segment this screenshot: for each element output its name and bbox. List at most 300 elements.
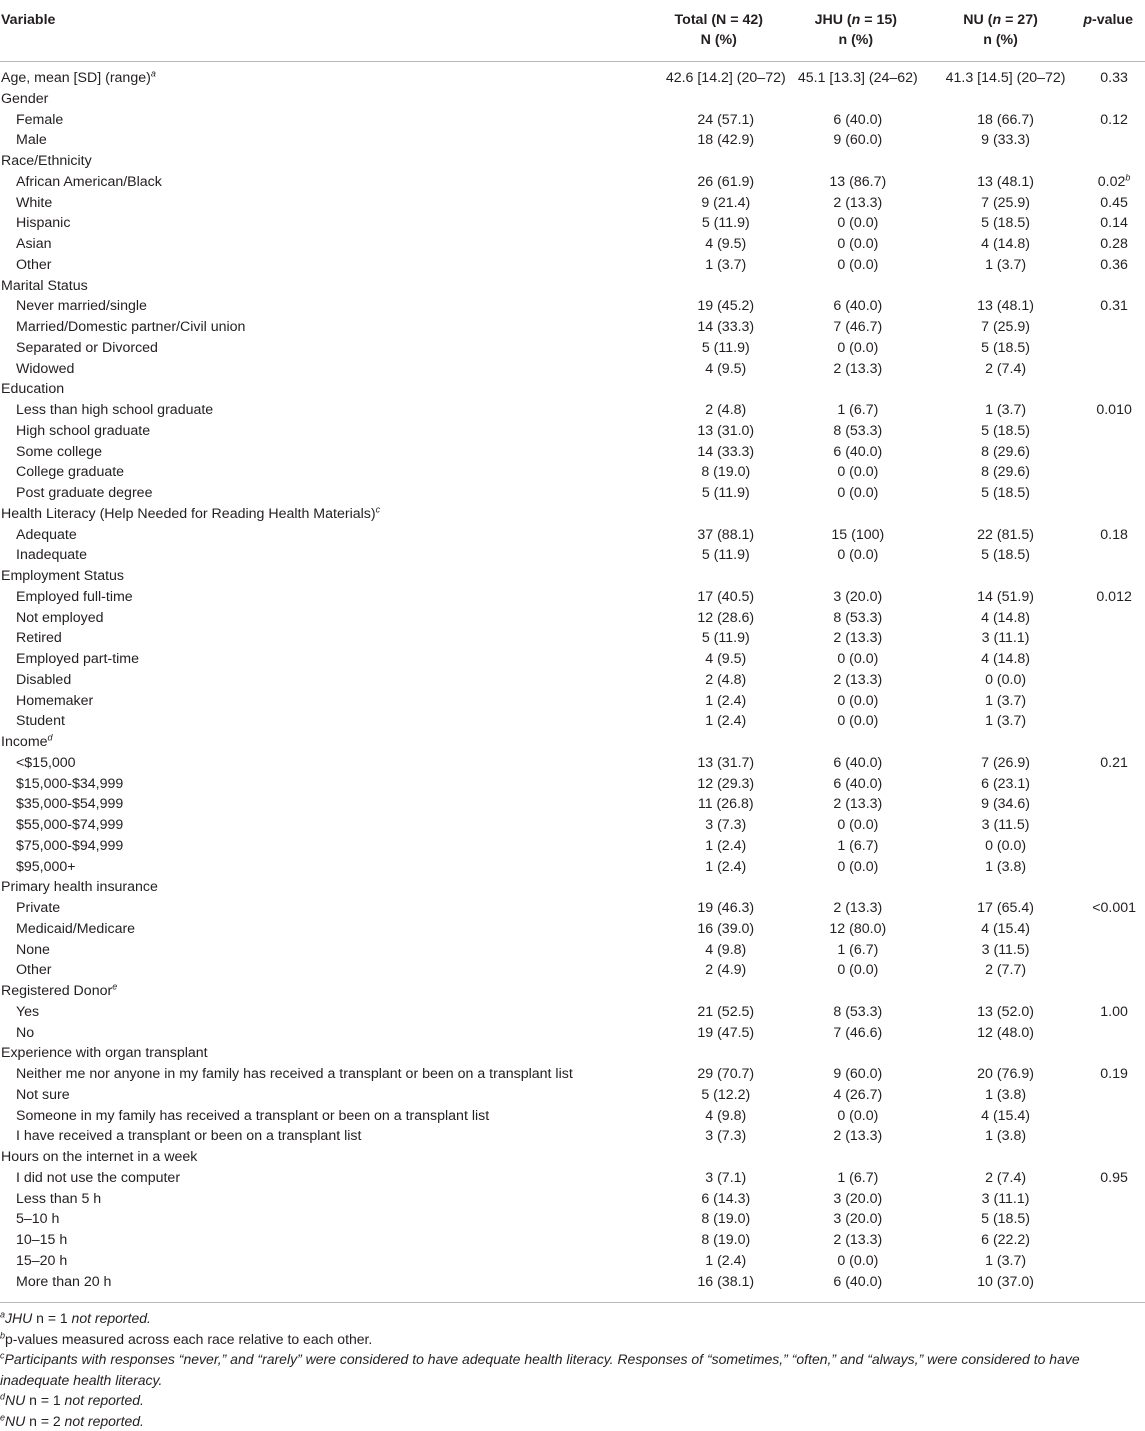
table-section-row bbox=[0, 877, 1145, 898]
cell-jhu: 13 (86.7) bbox=[786, 172, 926, 193]
row-label: $15,000-$34,999 bbox=[0, 774, 594, 795]
table-row bbox=[0, 608, 1145, 629]
cell-pvalue bbox=[1075, 794, 1145, 815]
cell-total: 26 (61.9) bbox=[594, 172, 786, 193]
table-section-row bbox=[0, 732, 1145, 753]
cell-nu: 13 (52.0) bbox=[926, 1002, 1075, 1023]
row-label: High school graduate bbox=[0, 421, 594, 442]
cell-pvalue: 0.18 bbox=[1075, 525, 1145, 546]
table-section-row bbox=[0, 981, 1145, 1002]
cell-nu: 41.3 [14.5] (20–72) bbox=[926, 62, 1075, 89]
cell-jhu: 0 (0.0) bbox=[786, 338, 926, 359]
row-label: $35,000-$54,999 bbox=[0, 794, 594, 815]
row-label: None bbox=[0, 940, 594, 961]
row-label: Less than high school graduate bbox=[0, 400, 594, 421]
cell-total: 11 (26.8) bbox=[594, 794, 786, 815]
cell-total bbox=[594, 877, 786, 898]
table-section-row bbox=[0, 151, 1145, 172]
cell-jhu: 9 (60.0) bbox=[786, 1064, 926, 1085]
row-label: Some college bbox=[0, 442, 594, 463]
cell-pvalue bbox=[1075, 1189, 1145, 1210]
cell-nu: 5 (18.5) bbox=[926, 545, 1075, 566]
table-row bbox=[0, 525, 1145, 546]
cell-pvalue bbox=[1075, 1251, 1145, 1272]
table-row bbox=[0, 1126, 1145, 1147]
row-label: Inadequate bbox=[0, 545, 594, 566]
row-label: Adequate bbox=[0, 525, 594, 546]
cell-jhu: 0 (0.0) bbox=[786, 234, 926, 255]
table-section-row bbox=[0, 1043, 1145, 1064]
cell-total: 9 (21.4) bbox=[594, 193, 786, 214]
cell-nu: 1 (3.7) bbox=[926, 400, 1075, 421]
cell-pvalue bbox=[1075, 317, 1145, 338]
table-section-row bbox=[0, 276, 1145, 297]
row-label: $95,000+ bbox=[0, 857, 594, 878]
cell-total: 4 (9.5) bbox=[594, 649, 786, 670]
cell-pvalue: 0.012 bbox=[1075, 587, 1145, 608]
cell-pvalue bbox=[1075, 857, 1145, 878]
cell-nu: 20 (76.9) bbox=[926, 1064, 1075, 1085]
table-row bbox=[0, 815, 1145, 836]
cell-pvalue: <0.001 bbox=[1075, 898, 1145, 919]
table-row bbox=[0, 400, 1145, 421]
cell-total: 12 (28.6) bbox=[594, 608, 786, 629]
row-label: I have received a transplant or been on a transplant list bbox=[0, 1126, 594, 1147]
cell-total bbox=[594, 504, 786, 525]
row-label: Gender bbox=[0, 89, 594, 110]
table-row bbox=[0, 628, 1145, 649]
cell-jhu: 7 (46.7) bbox=[786, 317, 926, 338]
row-label: I did not use the computer bbox=[0, 1168, 594, 1189]
row-label: Age, mean [SD] (range)$^a$ bbox=[0, 62, 594, 89]
cell-total: 8 (19.0) bbox=[594, 1230, 786, 1251]
cell-total: 24 (57.1) bbox=[594, 110, 786, 131]
cell-nu: 14 (51.9) bbox=[926, 587, 1075, 608]
cell-nu bbox=[926, 981, 1075, 1002]
cell-pvalue bbox=[1075, 877, 1145, 898]
row-label: Yes bbox=[0, 1002, 594, 1023]
cell-nu: 7 (25.9) bbox=[926, 317, 1075, 338]
cell-nu: 8 (29.6) bbox=[926, 462, 1075, 483]
cell-nu: 9 (33.3) bbox=[926, 130, 1075, 151]
row-label: Disabled bbox=[0, 670, 594, 691]
header-total: Total (N = 42) N (%) bbox=[594, 0, 786, 62]
row-label: College graduate bbox=[0, 462, 594, 483]
cell-nu: 13 (48.1) bbox=[926, 172, 1075, 193]
table-row bbox=[0, 1209, 1145, 1230]
footnote-c: $^c$Participants with responses “never,” and “rarely” were considered to have adequate health literacy. Responses of “sometimes,” “often,” and “always,” were considered to have inadequate health literacy. bbox=[0, 1349, 1140, 1390]
cell-total: 4 (9.5) bbox=[594, 359, 786, 380]
cell-nu: 4 (14.8) bbox=[926, 608, 1075, 629]
cell-pvalue: 0.19 bbox=[1075, 1064, 1145, 1085]
cell-pvalue bbox=[1075, 691, 1145, 712]
table-row bbox=[0, 1023, 1145, 1044]
table-header bbox=[0, 0, 1145, 62]
row-label: Primary health insurance bbox=[0, 877, 594, 898]
table-section-row bbox=[0, 1147, 1145, 1168]
table-row bbox=[0, 1168, 1145, 1189]
cell-jhu bbox=[786, 877, 926, 898]
cell-nu: 22 (81.5) bbox=[926, 525, 1075, 546]
cell-total bbox=[594, 379, 786, 400]
cell-pvalue bbox=[1075, 1147, 1145, 1168]
cell-jhu: 0 (0.0) bbox=[786, 462, 926, 483]
footnote-b: $^b$p-values measured across each race relative to each other. bbox=[0, 1329, 1140, 1350]
cell-total: 12 (29.3) bbox=[594, 774, 786, 795]
row-label: Medicaid/Medicare bbox=[0, 919, 594, 940]
row-label: $75,000-$94,999 bbox=[0, 836, 594, 857]
row-label: Marital Status bbox=[0, 276, 594, 297]
cell-total: 42.6 [14.2] (20–72) bbox=[594, 62, 786, 89]
cell-total: 5 (11.9) bbox=[594, 628, 786, 649]
cell-jhu bbox=[786, 1043, 926, 1064]
cell-nu: 2 (7.4) bbox=[926, 359, 1075, 380]
cell-nu bbox=[926, 276, 1075, 297]
row-label: More than 20 h bbox=[0, 1272, 594, 1300]
cell-jhu: 15 (100) bbox=[786, 525, 926, 546]
cell-nu: 1 (3.7) bbox=[926, 711, 1075, 732]
table-section-row bbox=[0, 62, 1145, 89]
cell-pvalue bbox=[1075, 130, 1145, 151]
table-row bbox=[0, 1002, 1145, 1023]
cell-jhu: 1 (6.7) bbox=[786, 1168, 926, 1189]
cell-nu: 6 (22.2) bbox=[926, 1230, 1075, 1251]
table-row bbox=[0, 1230, 1145, 1251]
table-row bbox=[0, 130, 1145, 151]
cell-jhu: 6 (40.0) bbox=[786, 774, 926, 795]
cell-nu: 1 (3.8) bbox=[926, 1085, 1075, 1106]
cell-pvalue bbox=[1075, 608, 1145, 629]
cell-nu: 4 (15.4) bbox=[926, 1106, 1075, 1127]
cell-nu: 5 (18.5) bbox=[926, 213, 1075, 234]
cell-total: 19 (47.5) bbox=[594, 1023, 786, 1044]
table-row bbox=[0, 691, 1145, 712]
row-label: Female bbox=[0, 110, 594, 131]
cell-pvalue bbox=[1075, 1126, 1145, 1147]
cell-jhu: 1 (6.7) bbox=[786, 940, 926, 961]
row-label: Married/Domestic partner/Civil union bbox=[0, 317, 594, 338]
cell-jhu: 6 (40.0) bbox=[786, 1272, 926, 1300]
row-label: Hispanic bbox=[0, 213, 594, 234]
cell-jhu: 0 (0.0) bbox=[786, 857, 926, 878]
cell-jhu: 2 (13.3) bbox=[786, 670, 926, 691]
cell-jhu: 8 (53.3) bbox=[786, 421, 926, 442]
cell-jhu: 0 (0.0) bbox=[786, 483, 926, 504]
table-row bbox=[0, 338, 1145, 359]
row-label: Education bbox=[0, 379, 594, 400]
cell-nu: 2 (7.4) bbox=[926, 1168, 1075, 1189]
cell-nu: 6 (23.1) bbox=[926, 774, 1075, 795]
cell-nu: 0 (0.0) bbox=[926, 670, 1075, 691]
row-label: <$15,000 bbox=[0, 753, 594, 774]
cell-jhu: 0 (0.0) bbox=[786, 711, 926, 732]
row-label: Neither me nor anyone in my family has received a transplant or been on a transplant list bbox=[0, 1064, 594, 1085]
table-row bbox=[0, 234, 1145, 255]
cell-pvalue: 0.14 bbox=[1075, 213, 1145, 234]
cell-pvalue: 0.21 bbox=[1075, 753, 1145, 774]
cell-total: 13 (31.0) bbox=[594, 421, 786, 442]
table-row bbox=[0, 462, 1145, 483]
cell-nu bbox=[926, 379, 1075, 400]
cell-pvalue bbox=[1075, 670, 1145, 691]
cell-total: 5 (12.2) bbox=[594, 1085, 786, 1106]
cell-total: 17 (40.5) bbox=[594, 587, 786, 608]
cell-pvalue bbox=[1075, 711, 1145, 732]
row-label: Private bbox=[0, 898, 594, 919]
row-label: Income$^d$ bbox=[0, 732, 594, 753]
cell-jhu: 0 (0.0) bbox=[786, 960, 926, 981]
cell-nu: 1 (3.7) bbox=[926, 255, 1075, 276]
row-label: Male bbox=[0, 130, 594, 151]
row-label: 15–20 h bbox=[0, 1251, 594, 1272]
cell-pvalue bbox=[1075, 359, 1145, 380]
table-row bbox=[0, 545, 1145, 566]
row-label: Not employed bbox=[0, 608, 594, 629]
cell-pvalue bbox=[1075, 649, 1145, 670]
cell-jhu: 3 (20.0) bbox=[786, 1209, 926, 1230]
cell-pvalue bbox=[1075, 1023, 1145, 1044]
row-label: Other bbox=[0, 960, 594, 981]
row-label: No bbox=[0, 1023, 594, 1044]
cell-jhu: 0 (0.0) bbox=[786, 815, 926, 836]
cell-pvalue bbox=[1075, 960, 1145, 981]
row-label: Someone in my family has received a transplant or been on a transplant list bbox=[0, 1106, 594, 1127]
cell-jhu: 0 (0.0) bbox=[786, 213, 926, 234]
table-row bbox=[0, 317, 1145, 338]
cell-jhu: 6 (40.0) bbox=[786, 753, 926, 774]
cell-jhu: 3 (20.0) bbox=[786, 587, 926, 608]
cell-jhu bbox=[786, 276, 926, 297]
cell-jhu: 12 (80.0) bbox=[786, 919, 926, 940]
cell-total: 29 (70.7) bbox=[594, 1064, 786, 1085]
cell-total: 2 (4.8) bbox=[594, 670, 786, 691]
row-label: 5–10 h bbox=[0, 1209, 594, 1230]
cell-pvalue bbox=[1075, 1043, 1145, 1064]
header-jhu: JHU (n = 15) n (%) bbox=[786, 0, 926, 62]
row-label: Hours on the internet in a week bbox=[0, 1147, 594, 1168]
cell-total: 14 (33.3) bbox=[594, 317, 786, 338]
cell-pvalue: 0.31 bbox=[1075, 296, 1145, 317]
cell-total: 37 (88.1) bbox=[594, 525, 786, 546]
footnotes bbox=[0, 1308, 1140, 1431]
cell-pvalue bbox=[1075, 836, 1145, 857]
row-label: Student bbox=[0, 711, 594, 732]
cell-pvalue bbox=[1075, 1106, 1145, 1127]
cell-total bbox=[594, 981, 786, 1002]
cell-total: 3 (7.3) bbox=[594, 815, 786, 836]
cell-pvalue: 0.12 bbox=[1075, 110, 1145, 131]
cell-jhu: 0 (0.0) bbox=[786, 649, 926, 670]
cell-jhu: 4 (26.7) bbox=[786, 1085, 926, 1106]
cell-total bbox=[594, 566, 786, 587]
cell-pvalue bbox=[1075, 338, 1145, 359]
cell-jhu bbox=[786, 151, 926, 172]
cell-total: 19 (45.2) bbox=[594, 296, 786, 317]
cell-pvalue: 0.45 bbox=[1075, 193, 1145, 214]
cell-total bbox=[594, 89, 786, 110]
cell-nu: 4 (14.8) bbox=[926, 234, 1075, 255]
cell-nu: 10 (37.0) bbox=[926, 1272, 1075, 1300]
table-row bbox=[0, 421, 1145, 442]
cell-total bbox=[594, 732, 786, 753]
table-row bbox=[0, 649, 1145, 670]
cell-jhu bbox=[786, 732, 926, 753]
cell-total: 6 (14.3) bbox=[594, 1189, 786, 1210]
cell-jhu: 2 (13.3) bbox=[786, 359, 926, 380]
cell-total: 1 (2.4) bbox=[594, 691, 786, 712]
cell-pvalue bbox=[1075, 919, 1145, 940]
footnote-e: $^e$NU n = 2 not reported. bbox=[0, 1411, 1140, 1431]
cell-jhu: 2 (13.3) bbox=[786, 794, 926, 815]
cell-total: 5 (11.9) bbox=[594, 338, 786, 359]
cell-jhu bbox=[786, 1147, 926, 1168]
cell-total: 21 (52.5) bbox=[594, 1002, 786, 1023]
cell-nu: 5 (18.5) bbox=[926, 1209, 1075, 1230]
cell-jhu bbox=[786, 566, 926, 587]
cell-pvalue bbox=[1075, 421, 1145, 442]
cell-nu: 1 (3.7) bbox=[926, 1251, 1075, 1272]
cell-nu: 5 (18.5) bbox=[926, 338, 1075, 359]
cell-jhu: 3 (20.0) bbox=[786, 1189, 926, 1210]
table-row bbox=[0, 213, 1145, 234]
row-label: Employed full-time bbox=[0, 587, 594, 608]
cell-pvalue: 1.00 bbox=[1075, 1002, 1145, 1023]
cell-pvalue bbox=[1075, 379, 1145, 400]
row-label: Other bbox=[0, 255, 594, 276]
cell-pvalue: 0.95 bbox=[1075, 1168, 1145, 1189]
cell-jhu: 2 (13.3) bbox=[786, 628, 926, 649]
row-label: Never married/single bbox=[0, 296, 594, 317]
cell-nu bbox=[926, 566, 1075, 587]
table-row bbox=[0, 172, 1145, 193]
cell-total: 1 (3.7) bbox=[594, 255, 786, 276]
table-row bbox=[0, 359, 1145, 380]
cell-jhu: 0 (0.0) bbox=[786, 1106, 926, 1127]
cell-total: 18 (42.9) bbox=[594, 130, 786, 151]
cell-nu bbox=[926, 151, 1075, 172]
cell-jhu bbox=[786, 379, 926, 400]
cell-total: 13 (31.7) bbox=[594, 753, 786, 774]
table-row bbox=[0, 774, 1145, 795]
cell-total: 8 (19.0) bbox=[594, 462, 786, 483]
table-section-row bbox=[0, 566, 1145, 587]
footnote-a: $^a$JHU n = 1 not reported. bbox=[0, 1308, 1140, 1329]
cell-pvalue bbox=[1075, 151, 1145, 172]
cell-jhu: 6 (40.0) bbox=[786, 110, 926, 131]
cell-jhu: 7 (46.6) bbox=[786, 1023, 926, 1044]
row-label: Homemaker bbox=[0, 691, 594, 712]
cell-total bbox=[594, 276, 786, 297]
row-label: Employed part-time bbox=[0, 649, 594, 670]
cell-pvalue bbox=[1075, 940, 1145, 961]
cell-pvalue bbox=[1075, 1209, 1145, 1230]
cell-jhu: 2 (13.3) bbox=[786, 193, 926, 214]
cell-jhu: 0 (0.0) bbox=[786, 691, 926, 712]
row-label: Separated or Divorced bbox=[0, 338, 594, 359]
cell-total: 5 (11.9) bbox=[594, 545, 786, 566]
cell-total: 14 (33.3) bbox=[594, 442, 786, 463]
cell-pvalue bbox=[1075, 732, 1145, 753]
cell-nu: 18 (66.7) bbox=[926, 110, 1075, 131]
cell-pvalue bbox=[1075, 1085, 1145, 1106]
cell-nu: 17 (65.4) bbox=[926, 898, 1075, 919]
row-label: Registered Donor$^e$ bbox=[0, 981, 594, 1002]
cell-total: 16 (38.1) bbox=[594, 1272, 786, 1300]
cell-jhu: 0 (0.0) bbox=[786, 1251, 926, 1272]
cell-pvalue bbox=[1075, 276, 1145, 297]
row-label: Race/Ethnicity bbox=[0, 151, 594, 172]
cell-nu: 9 (34.6) bbox=[926, 794, 1075, 815]
table-row bbox=[0, 193, 1145, 214]
table-row bbox=[0, 110, 1145, 131]
cell-total: 4 (9.5) bbox=[594, 234, 786, 255]
table-row bbox=[0, 442, 1145, 463]
cell-jhu: 0 (0.0) bbox=[786, 545, 926, 566]
cell-nu: 5 (18.5) bbox=[926, 421, 1075, 442]
table-row bbox=[0, 794, 1145, 815]
cell-nu bbox=[926, 504, 1075, 525]
table-row bbox=[0, 1189, 1145, 1210]
row-label: Widowed bbox=[0, 359, 594, 380]
table-row bbox=[0, 857, 1145, 878]
table-row bbox=[0, 296, 1145, 317]
row-label: African American/Black bbox=[0, 172, 594, 193]
table-row bbox=[0, 711, 1145, 732]
row-label: White bbox=[0, 193, 594, 214]
cell-total: 16 (39.0) bbox=[594, 919, 786, 940]
cell-nu: 13 (48.1) bbox=[926, 296, 1075, 317]
cell-pvalue bbox=[1075, 815, 1145, 836]
header-variable: Variable bbox=[0, 0, 594, 62]
cell-pvalue: 0.28 bbox=[1075, 234, 1145, 255]
cell-total: 3 (7.3) bbox=[594, 1126, 786, 1147]
cell-total: 1 (2.4) bbox=[594, 1251, 786, 1272]
cell-nu: 3 (11.1) bbox=[926, 1189, 1075, 1210]
table-section-row bbox=[0, 379, 1145, 400]
cell-nu: 3 (11.5) bbox=[926, 940, 1075, 961]
cell-jhu: 6 (40.0) bbox=[786, 442, 926, 463]
cell-pvalue bbox=[1075, 483, 1145, 504]
cell-total: 19 (46.3) bbox=[594, 898, 786, 919]
cell-total: 4 (9.8) bbox=[594, 940, 786, 961]
cell-nu bbox=[926, 89, 1075, 110]
cell-jhu bbox=[786, 504, 926, 525]
cell-pvalue bbox=[1075, 89, 1145, 110]
cell-pvalue: 0.02$^b$ bbox=[1075, 172, 1145, 193]
cell-nu: 3 (11.5) bbox=[926, 815, 1075, 836]
row-label: Less than 5 h bbox=[0, 1189, 594, 1210]
table-row bbox=[0, 898, 1145, 919]
cell-jhu: 2 (13.3) bbox=[786, 1230, 926, 1251]
cell-pvalue bbox=[1075, 462, 1145, 483]
cell-pvalue bbox=[1075, 1272, 1145, 1300]
row-label: Post graduate degree bbox=[0, 483, 594, 504]
table-row bbox=[0, 1272, 1145, 1300]
table-section-row bbox=[0, 504, 1145, 525]
cell-nu: 4 (15.4) bbox=[926, 919, 1075, 940]
cell-nu: 7 (26.9) bbox=[926, 753, 1075, 774]
footnote-d: $^d$NU n = 1 not reported. bbox=[0, 1390, 1140, 1411]
cell-pvalue bbox=[1075, 442, 1145, 463]
cell-nu: 1 (3.7) bbox=[926, 691, 1075, 712]
row-label: 10–15 h bbox=[0, 1230, 594, 1251]
cell-nu: 2 (7.7) bbox=[926, 960, 1075, 981]
cell-nu bbox=[926, 1147, 1075, 1168]
table-bottom-rule bbox=[0, 1302, 1145, 1303]
cell-nu: 3 (11.1) bbox=[926, 628, 1075, 649]
row-label: Not sure bbox=[0, 1085, 594, 1106]
cell-total: 3 (7.1) bbox=[594, 1168, 786, 1189]
